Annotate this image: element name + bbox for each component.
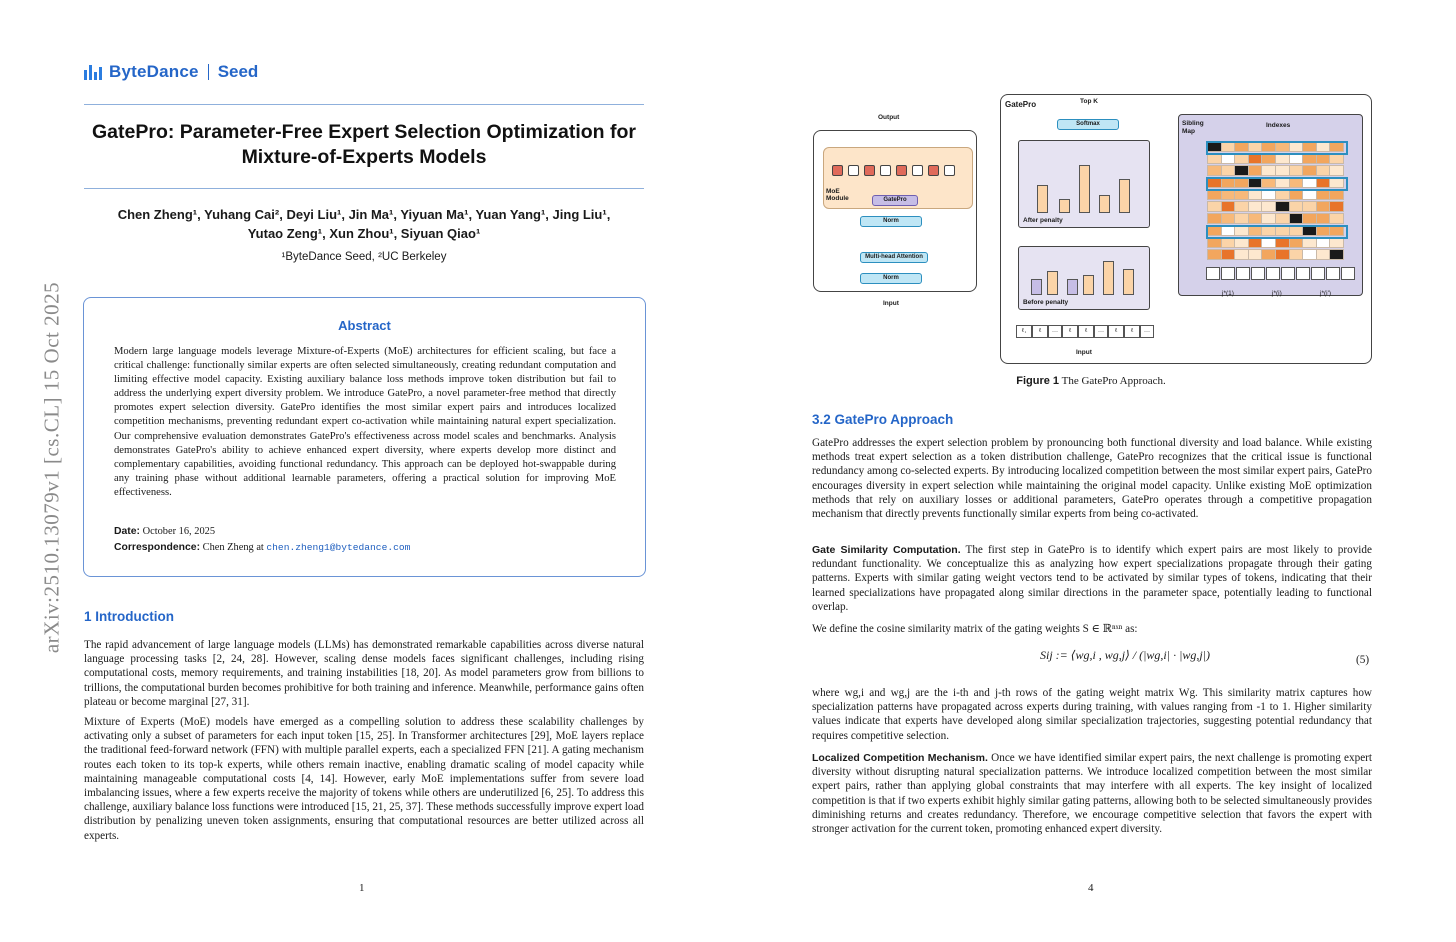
heatmap-cell	[1222, 202, 1235, 211]
logo-brand: ByteDance	[109, 62, 199, 81]
heatmap-cell	[1303, 214, 1316, 223]
heatmap-cell	[1262, 166, 1275, 175]
heatmap-cell	[1235, 190, 1248, 199]
softmax-pill: Softmax	[1057, 119, 1119, 130]
before-penalty-label: Before penalty	[1023, 299, 1069, 306]
heatmap-cell	[1290, 190, 1303, 199]
affiliations: ¹ByteDance Seed, ²UC Berkeley	[281, 251, 447, 263]
heatmap-cell	[1235, 238, 1248, 247]
heatmap-cell	[1222, 166, 1235, 175]
jstar-i-label: j*(i)	[1272, 290, 1282, 297]
moe-module-label: MoE Module	[826, 188, 849, 202]
heatmap-cell	[1290, 202, 1303, 211]
intro-paragraph-2: Mixture of Experts (MoE) models have emerged as a compelling solution to address these scalability challenges by activating only a subset of parameters for each input token [15, 25]. In Transformer architectures [29], MoE layers replace the traditional feed-forward network (FFN) with multiple parallel experts, each a specialized FFN [21]. A gating mechanism routes each token to its top-k experts, while others remain inactive, enabling dramatic scaling of model capacity while maintaining manageable computational costs [4, 14]. However, early MoE implementations suffer from severe load imbalancing issues, where a few experts receive the majority of tokens while others are underutilized [6, 25]. To address this challenge, auxiliary balance loss functions were introduced [15, 21, 25, 37]. These methods successfully improve expert load distribution by penalizing uneven token assignments, ensuring that computational resources are better utilized across all experts.	[84, 716, 644, 842]
heatmap-cell	[1235, 250, 1248, 259]
heatmap-cell	[1290, 166, 1303, 175]
heatmap-cell	[1276, 202, 1289, 211]
heatmap-cell	[1276, 214, 1289, 223]
heatmap-cell	[1208, 154, 1221, 163]
heatmap-cell	[1330, 166, 1343, 175]
heatmap-cell	[1303, 238, 1316, 247]
heatmap-cell	[1317, 214, 1330, 223]
abstract-box	[83, 297, 646, 577]
correspondence-email-link[interactable]: chen.zheng1@bytedance.com	[266, 542, 411, 553]
heatmap-cell	[1303, 166, 1316, 175]
abstract-text: Modern large language models leverage Mixture-of-Experts (MoE) architectures for efficient scaling, but face a critical challenge: functionally similar experts are often selected simultaneously, creating redundant computation and limiting effective model capacity. Existing auxiliary balance loss methods improve token distribution but fail to address the underlying expert diversity problem. We introduce GatePro, a novel parameter-free method that directly promotes expert selection diversity. GatePro identifies the most similar expert pairs and introduces localized competition mechanisms, preventing redundant expert co-activation while maintaining natural expert specialization. Our comprehensive evaluation demonstrates GatePro's effectiveness across model scales and benchmarks. Analysis demonstrates GatePro's ability to achieve enhanced expert diversity, where experts develop more distinct and complementary capabilities, avoiding functional redundancy. This approach can be deployed hot-swappable during any training phase without additional learnable parameters, offering a practical solution for improving MoE effectiveness.	[114, 346, 616, 498]
paper-title: GatePro: Parameter-Free Expert Selection Optimization for Mixture-of-Experts Models	[92, 121, 636, 168]
norm-pill-1: Norm	[860, 216, 922, 227]
abstract-correspondence: Correspondence: Chen Zheng at chen.zheng1@bytedance.com	[114, 542, 411, 553]
heatmap-cell	[1222, 154, 1235, 163]
heatmap-cell	[1276, 238, 1289, 247]
after-penalty-panel	[1018, 140, 1150, 228]
mha-pill: Multi-head Attention	[860, 252, 928, 263]
heatmap-cell	[1303, 250, 1316, 259]
where-paragraph: where wg,i and wg,j are the i-th and j-th rows of the gating weight matrix Wg. This similarity matrix captures how specialization patterns have propagated across experts during training, with values ranging from -1 to 1. Higher similarity values indicate that experts have developed along similar specialization trajectories, suggesting potential redundancy that requires competitive selection.	[812, 687, 1372, 742]
highlight-row	[1206, 177, 1348, 191]
heatmap-cell	[1208, 238, 1221, 247]
figure-1	[810, 92, 1372, 364]
equation-5: Sij := ⟨wg,i , wg,j⟩ / (|wg,i| · |wg,j|)	[1040, 648, 1210, 662]
authors-line-2: Yutao Zeng¹, Xun Zhou¹, Siyuan Qiao¹	[247, 226, 481, 241]
heatmap-cell	[1290, 214, 1303, 223]
heatmap-cell	[1208, 214, 1221, 223]
title-rule-bottom	[84, 188, 644, 189]
heatmap-cell	[1222, 238, 1235, 247]
heatmap-cell	[1235, 202, 1248, 211]
title-rule-top	[84, 104, 644, 105]
sibling-map-label: Sibling Map	[1182, 120, 1204, 135]
heatmap-cell	[1276, 190, 1289, 199]
heatmap-cell	[1317, 238, 1330, 247]
heatmap-cell	[1208, 202, 1221, 211]
heatmap-cell	[1330, 154, 1343, 163]
heatmap-cell	[1330, 190, 1343, 199]
heatmap-cell	[1317, 166, 1330, 175]
gatepro-input-label: Input	[1076, 349, 1092, 356]
heatmap-cell	[1276, 166, 1289, 175]
gate-similarity-paragraph: Gate Similarity Computation. The first step in GatePro is to identify which expert pairs are most likely to provide redundant functionality. We conceptualize this as analyzing how expert specializations propagate through their gating patterns. Experts with similar gating weight vectors tend to be activated by similar types of tokens, indicating that their learned specializations have propagated along similar directions in the parameter space, potentially leading to functional overlap.	[812, 544, 1372, 613]
heatmap-cell	[1317, 154, 1330, 163]
heatmap-cell	[1249, 250, 1262, 259]
heatmap-cell	[1249, 202, 1262, 211]
heatmap-cell	[1262, 214, 1275, 223]
input-logits-row: ℓ₁ ℓ … ℓ ℓ … ℓ ℓ …	[1016, 325, 1154, 338]
heatmap-cell	[1222, 190, 1235, 199]
heatmap-cell	[1330, 214, 1343, 223]
sibling-heatmap	[1208, 142, 1346, 262]
heatmap-cell	[1330, 238, 1343, 247]
heatmap-cell	[1235, 166, 1248, 175]
heatmap-cell	[1262, 250, 1275, 259]
bytedance-seed-logo	[84, 62, 258, 82]
heatmap-cell	[1249, 190, 1262, 199]
abstract-heading: Abstract	[338, 318, 391, 333]
heatmap-cell	[1208, 250, 1221, 259]
heatmap-cell	[1317, 250, 1330, 259]
heatmap-cell	[1276, 154, 1289, 163]
logo-product: Seed	[217, 62, 259, 81]
heatmap-cell	[1235, 214, 1248, 223]
page-number-right: 4	[1088, 882, 1094, 894]
heatmap-cell	[1208, 190, 1221, 199]
define-sentence: We define the cosine similarity matrix of the gating weights S ∈ ℝⁿˣⁿ as:	[812, 623, 1138, 635]
heatmap-cell	[1290, 154, 1303, 163]
section-3-2-heading: 3.2 GatePro Approach	[812, 412, 954, 427]
heatmap-cell	[1303, 154, 1316, 163]
heatmap-cell	[1235, 154, 1248, 163]
heatmap-cell	[1290, 238, 1303, 247]
figure-1-caption: Figure 1 The GatePro Approach.	[1016, 375, 1166, 387]
section-3-2-paragraph: GatePro addresses the expert selection problem by pronouncing both functional diversity and load balance. While existing methods treat expert selection as a token distribution challenge, GatePro recognizes that the critical issue is functional redundancy among co-selected experts. By introducing localized competition between the most similar expert pairs, GatePro encourages diversity in expert selection while maintaining the original model capacity. Unlike existing MoE optimization methods that rely on auxiliary losses or additional parameters, GatePro operates through a competitive propagation mechanism that directly prevents functionally similar experts from being co-activated.	[812, 437, 1372, 521]
heatmap-cell	[1330, 202, 1343, 211]
highlight-row	[1206, 141, 1348, 155]
norm-pill-2: Norm	[860, 273, 922, 284]
expert-boxes	[832, 165, 955, 176]
heatmap-cell	[1317, 202, 1330, 211]
logo-bars-icon	[84, 64, 102, 80]
arxiv-stamp: arXiv:2510.13079v1 [cs.CL] 15 Oct 2025	[39, 281, 64, 654]
abstract-date: Date: October 16, 2025	[114, 526, 216, 537]
heatmap-cell	[1222, 250, 1235, 259]
heatmap-cell	[1249, 154, 1262, 163]
heatmap-cell	[1222, 214, 1235, 223]
heatmap-cell	[1303, 202, 1316, 211]
heatmap-cell	[1208, 166, 1221, 175]
gatepro-panel-label: GatePro	[1005, 100, 1037, 109]
heatmap-cell	[1262, 154, 1275, 163]
highlight-row	[1206, 225, 1348, 239]
page-number-left: 1	[359, 882, 365, 894]
heatmap-cell	[1249, 214, 1262, 223]
heatmap-cell	[1303, 190, 1316, 199]
after-penalty-label: After penalty	[1023, 217, 1063, 224]
author-list	[84, 205, 644, 243]
intro-heading: 1 Introduction	[84, 609, 174, 624]
gatepro-pill: GatePro	[872, 195, 918, 206]
heatmap-cell	[1276, 250, 1289, 259]
heatmap-cell	[1249, 166, 1262, 175]
intro-paragraph-1: The rapid advancement of large language models (LLMs) has demonstrated remarkable capabilities across diverse natural language processing tasks [2, 24, 28]. However, scaling dense models faces significant challenges, including rising computational costs, memory requirements, and training instabilities [18, 20]. As model parameters grow from billions to trillions, the computational burden becomes prohibitive for both training and inference. Meanwhile, performance gains often plateau or become marginal [27, 31].	[84, 639, 644, 708]
before-penalty-panel	[1018, 246, 1150, 310]
heatmap-cell	[1262, 190, 1275, 199]
heatmap-cell	[1262, 202, 1275, 211]
output-label: Output	[878, 114, 900, 121]
bottom-weights-row	[1206, 267, 1355, 280]
authors-line-1: Chen Zheng¹, Yuhang Cai², Deyi Liu¹, Jin Ma¹, Yiyuan Ma¹, Yuan Yang¹, Jing Liu¹,	[117, 207, 611, 222]
heatmap-cell	[1290, 250, 1303, 259]
transformer-input-label: Input	[883, 300, 899, 307]
topk-label: Top K	[1080, 98, 1098, 105]
indexes-label: Indexes	[1266, 122, 1291, 129]
jstar-i-prime-label: j*(i')	[1320, 290, 1331, 297]
localized-competition-paragraph: Localized Competition Mechanism. Once we have identified similar expert pairs, the next challenge is promoting expert diversity without disrupting natural specialization patterns. We introduce localized competition between the most similar expert pairs, rather than applying global constraints that may interfere with all experts. The key insight of localized competition is that if two experts exhibit highly similar gating patterns, allowing both to be selected simultaneously provides diminishing returns and creates redundancy. Therefore, we encourage competitive selection that favors the expert with stronger activation for the current token, promoting enhanced expert diversity.	[812, 752, 1373, 836]
heatmap-cell	[1330, 250, 1343, 259]
heatmap-cell	[1262, 238, 1275, 247]
heatmap-cell	[1249, 238, 1262, 247]
jstar-1-label: j*(1)	[1222, 290, 1234, 297]
heatmap-cell	[1317, 190, 1330, 199]
equation-5-number: (5)	[1356, 654, 1370, 666]
